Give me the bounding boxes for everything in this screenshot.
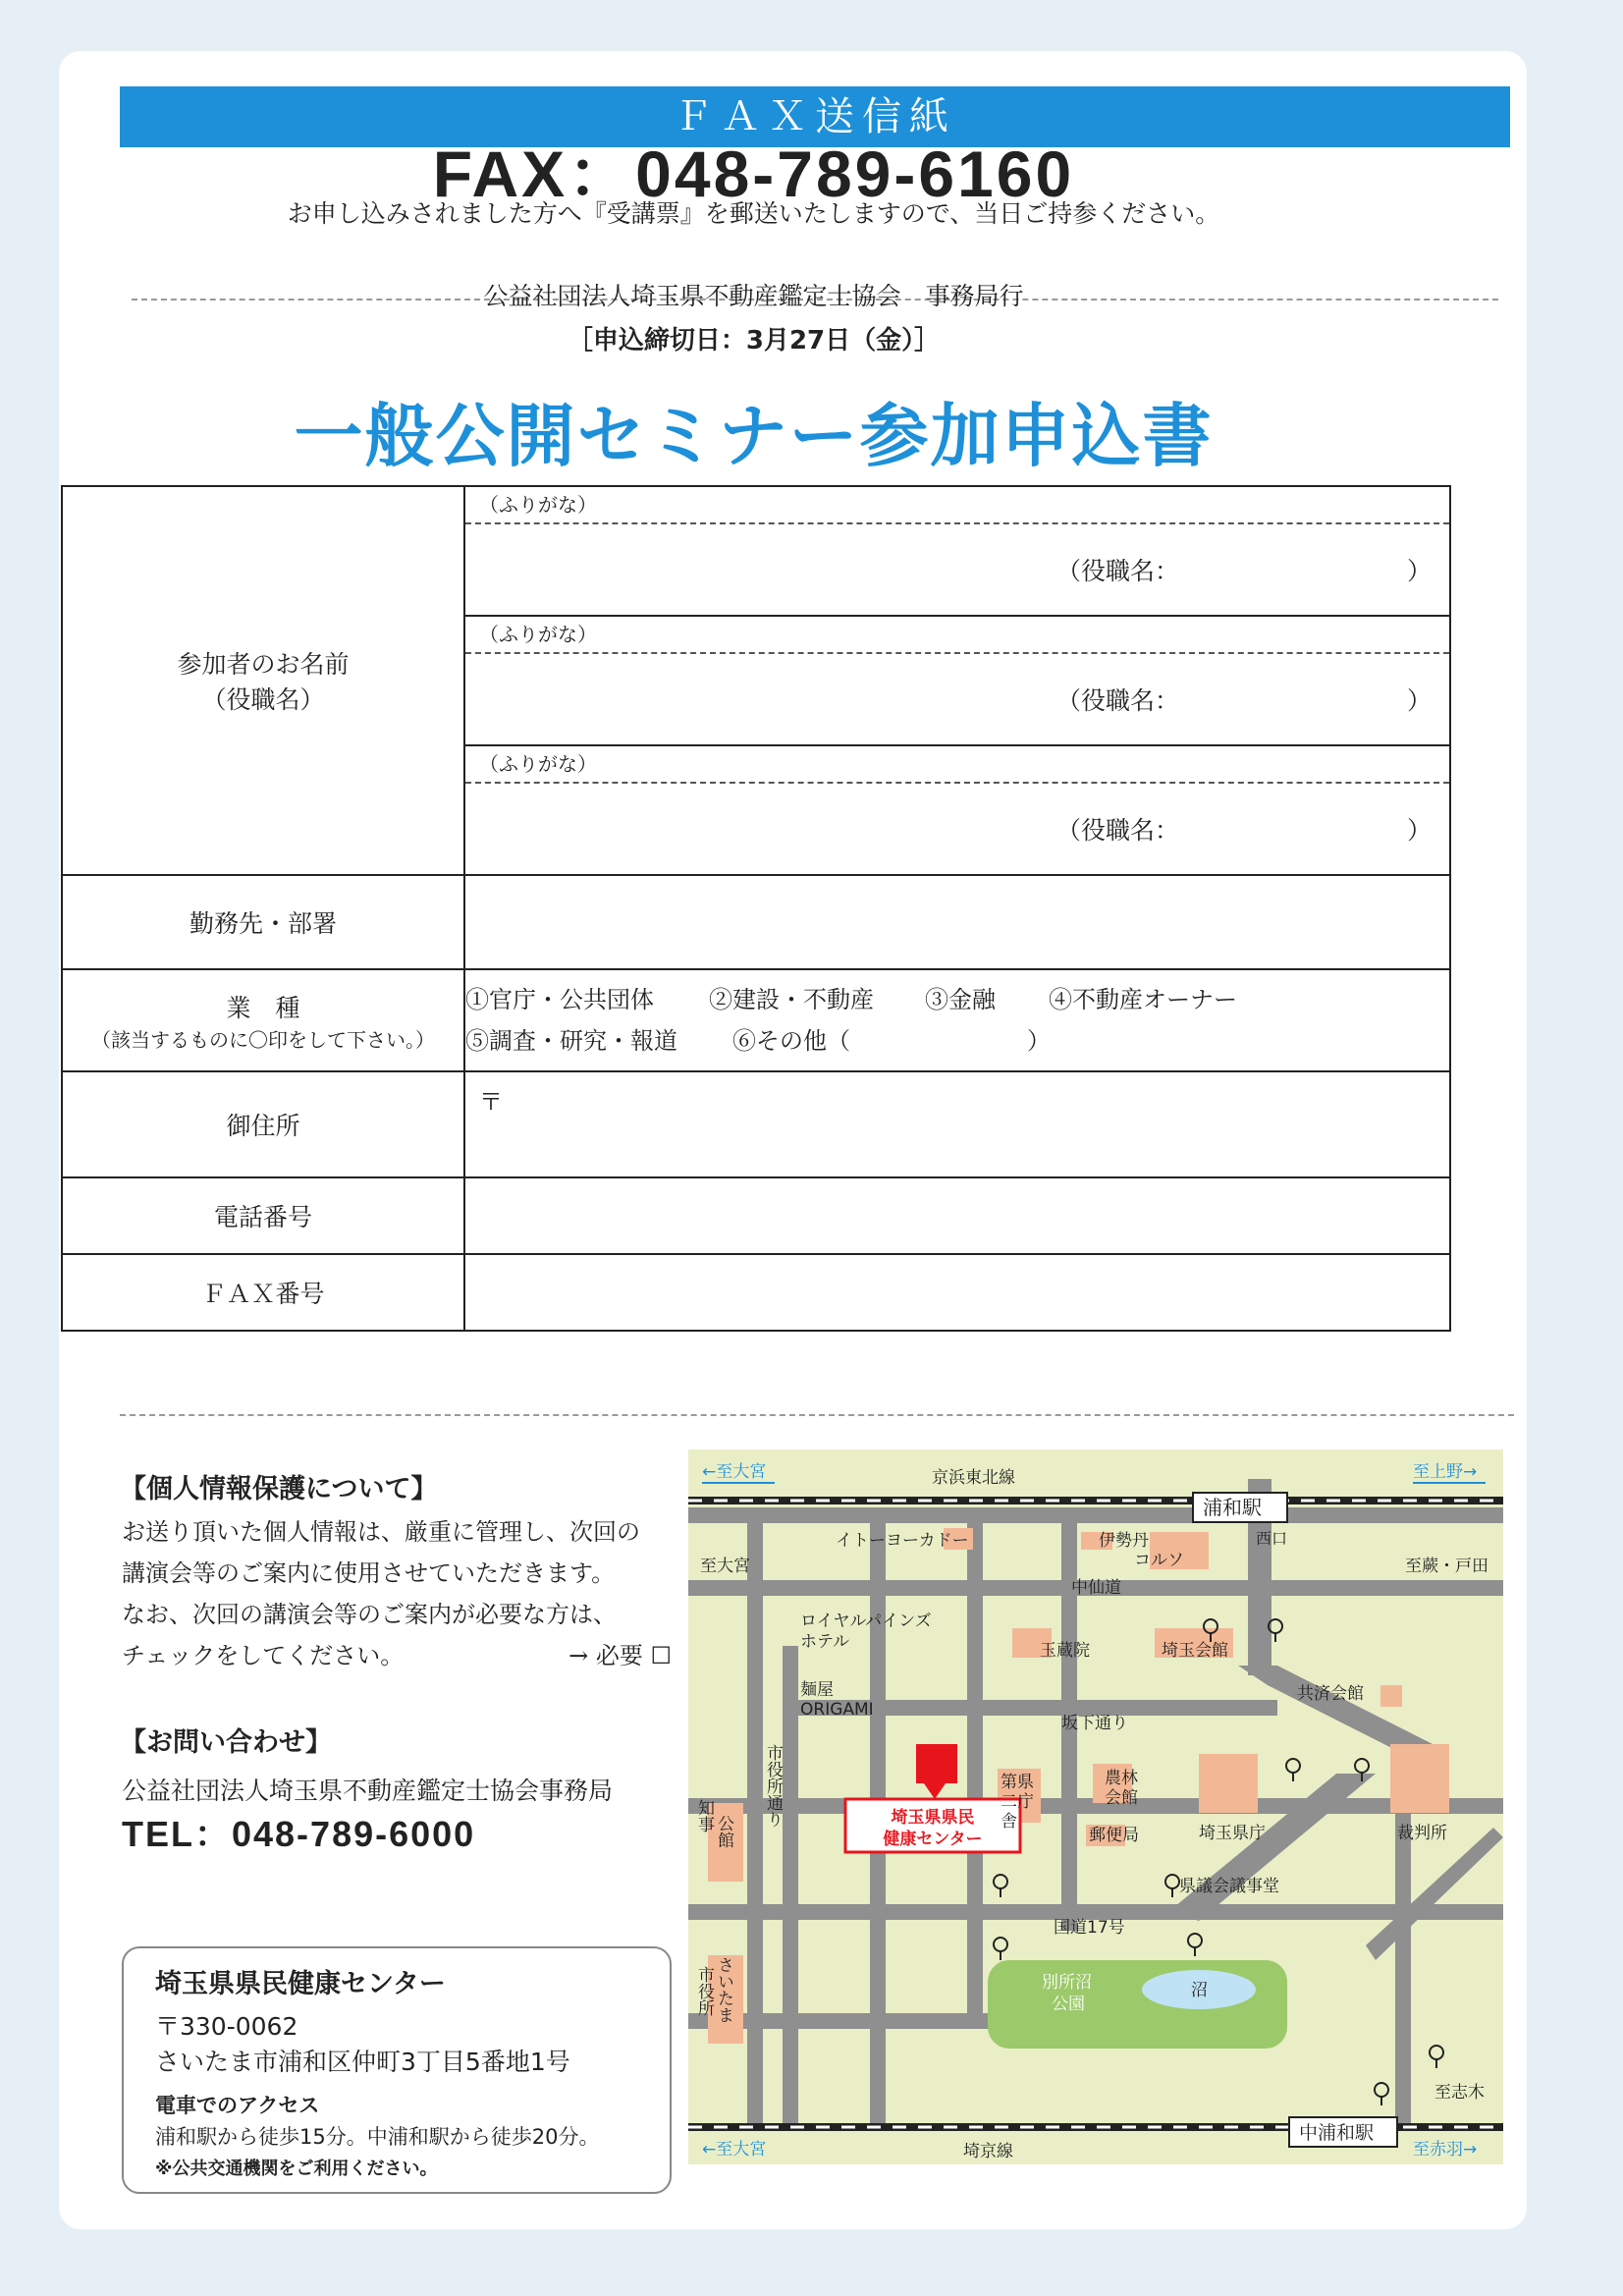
form-title: 一般公開セミナー参加申込書 — [294, 396, 1214, 476]
sakashita-label: 坂下通り — [1061, 1714, 1128, 1733]
divider-bottom — [120, 1414, 1514, 1416]
venue-address: さいたま市浦和区仲町3丁目5番地1号 — [155, 2048, 570, 2076]
venue-name: 埼玉県県民健康センター — [155, 1969, 446, 1999]
phone-label: 電話番号 — [62, 1177, 464, 1254]
keihin-line-label: 京浜東北線 — [932, 1468, 1015, 1488]
contact-org: 公益社団法人埼玉県不動産鑑定士協会事務局 — [122, 1777, 614, 1805]
nishiguchi-label: 西口 — [1256, 1529, 1288, 1548]
gikai-label: 県議会議事堂 — [1179, 1877, 1279, 1896]
fax-label: ＦＡＸ番号 — [62, 1254, 464, 1331]
industry-option-2[interactable]: ②建設・不動産 — [709, 986, 874, 1013]
name-field[interactable] — [465, 524, 1449, 615]
industry-other-close: ） — [1027, 1027, 1051, 1055]
dai2-label-2: 二庁 — [1001, 1792, 1034, 1812]
address-label: 御住所 — [62, 1071, 464, 1177]
menya-label-2: ORIGAMI — [800, 1700, 874, 1720]
industry-label-cell — [62, 969, 464, 1071]
phone-field[interactable] — [464, 1177, 1450, 1254]
bessho-label-1: 別所沼 — [1042, 1973, 1092, 1993]
privacy-heading: 【個人情報保護について】 — [120, 1474, 438, 1504]
venue-map-label-2: 健康センター — [883, 1830, 983, 1849]
route17-label: 国道17号 — [1054, 1918, 1125, 1938]
access-note: ※公共交通機関をご利用ください。 — [155, 2159, 438, 2179]
venue-map-label-1: 埼玉県県民 — [891, 1808, 975, 1828]
city-hall-label-2: 市役所 — [694, 1966, 714, 2016]
needed-checkbox[interactable]: → 必要 ☐ — [568, 1642, 672, 1669]
park — [988, 1960, 1287, 2049]
position-label: （役職名） — [201, 685, 325, 714]
privacy-line: なお、次回の講演会等のご案内が必要な方は、 — [122, 1601, 617, 1628]
to-omiya-bottom: ←至大宮 — [702, 2140, 767, 2159]
fax-number: FAX：048-789-6160 — [432, 137, 1075, 210]
to-shiki: 至志木 — [1434, 2083, 1485, 2103]
privacy-line: 講演会等のご案内に使用させていただきます。 — [122, 1559, 616, 1587]
isetan-label: 伊勢丹 — [1099, 1531, 1149, 1551]
to-akabane: 至赤羽→ — [1413, 2140, 1478, 2159]
privacy-line: チェックをしてください。 — [122, 1642, 405, 1669]
post-office-label: 郵便局 — [1089, 1826, 1139, 1845]
urawa-station-label: 浦和駅 — [1203, 1496, 1262, 1519]
workplace-label: 勤務先・部署 — [62, 875, 464, 969]
to-omiya-top: ←至大宮 — [702, 1462, 767, 1482]
royal-pines-label-1: ロイヤルパインズ — [800, 1612, 932, 1631]
venue-info-box — [122, 1946, 672, 2194]
participant-entries — [464, 486, 1450, 875]
saitama-kaikan-label: 埼玉会館 — [1162, 1641, 1228, 1661]
venue-postal: 〒330-0062 — [155, 2012, 298, 2041]
position-close: ） — [1406, 816, 1432, 845]
participant-entry-3[interactable] — [465, 744, 1449, 874]
to-ueno: 至上野→ — [1413, 1462, 1478, 1482]
notice-text: お申し込みされました方へ『受講票』を郵送いたしますので、当日ご持参ください。 — [287, 199, 1220, 228]
fax-field[interactable] — [464, 1254, 1450, 1331]
menya-label-1: 麺屋 — [800, 1680, 834, 1700]
kyosai-kaikan-label: 共済会館 — [1297, 1684, 1364, 1704]
shiyakusho-dori-label: 市役所通り — [763, 1744, 783, 1828]
address-field[interactable] — [464, 1071, 1450, 1177]
position-open: （役職名： — [1056, 557, 1180, 585]
position-close: ） — [1406, 557, 1432, 585]
deadline-text: ［申込締切日：3月27日（金）］ — [567, 326, 941, 355]
norin-label-1: 農林 — [1105, 1769, 1138, 1788]
name-label: 参加者のお名前 — [177, 650, 350, 679]
privacy-text — [122, 1511, 672, 1676]
participant-entry-1[interactable] — [465, 487, 1449, 615]
venue-building — [916, 1744, 957, 1783]
to-omiya-left: 至大宮 — [700, 1557, 750, 1576]
furigana-field[interactable]: （ふりがな） — [465, 617, 1449, 654]
name-field[interactable] — [465, 654, 1449, 744]
numa-label: 沼 — [1191, 1981, 1208, 2000]
contact-heading: 【お問い合わせ】 — [120, 1727, 332, 1758]
nakasendo-label: 中仙道 — [1071, 1578, 1121, 1598]
industry-option-1[interactable]: ①官庁・公共団体 — [465, 986, 654, 1013]
industry-option-6[interactable]: ⑥その他（ — [732, 1027, 850, 1055]
chiji-label-2: 公館 — [714, 1815, 733, 1848]
access-map — [688, 1449, 1503, 2164]
nakaurawa-label: 中浦和駅 — [1299, 2122, 1375, 2144]
industry-options — [464, 969, 1450, 1071]
participant-name-label — [62, 486, 464, 875]
industry-note: （該当するものに〇印をして下さい。） — [91, 1027, 435, 1052]
position-open: （役職名： — [1056, 816, 1180, 845]
industry-option-4[interactable]: ④不動産オーナー — [1049, 986, 1237, 1013]
application-form — [61, 485, 1451, 1332]
corso-label: コルソ — [1134, 1551, 1184, 1570]
position-open: （役職名： — [1056, 686, 1180, 715]
norin-label-2: 会館 — [1105, 1788, 1138, 1808]
chiji-label-1: 知事 — [694, 1799, 714, 1832]
ito-yokado-label: イトーヨーカドー — [836, 1531, 969, 1551]
dai2-label-1: 第県 — [1001, 1773, 1034, 1792]
access-text: 浦和駅から徒歩15分。中浦和駅から徒歩20分。 — [155, 2125, 600, 2149]
dai2-label-3: 舎 — [1001, 1812, 1017, 1831]
workplace-field[interactable] — [464, 875, 1450, 969]
position-close: ） — [1406, 686, 1432, 715]
access-heading: 電車でのアクセス — [155, 2094, 320, 2117]
gyokuzoin-label: 玉蔵院 — [1040, 1641, 1090, 1661]
furigana-field[interactable]: （ふりがな） — [465, 746, 1449, 784]
court-label: 裁判所 — [1397, 1824, 1447, 1843]
fax-banner: ＦＡＸ送信紙 — [120, 86, 1510, 147]
industry-option-3[interactable]: ③金融 — [925, 986, 996, 1013]
pref-office-label: 埼玉県庁 — [1199, 1824, 1266, 1843]
privacy-line: お送り頂いた個人情報は、厳重に管理し、次回の — [122, 1518, 640, 1546]
city-hall-label-1: さいたま — [714, 1956, 733, 2023]
industry-label: 業 種 — [226, 993, 300, 1022]
postal-mark: 〒 — [479, 1088, 503, 1116]
saikyo-line-label: 埼京線 — [963, 2142, 1013, 2161]
name-field[interactable] — [465, 784, 1449, 874]
royal-pines-label-2: ホテル — [800, 1632, 850, 1652]
bessho-label-2: 公園 — [1052, 1995, 1085, 2014]
to-warabi: 至蕨・戸田 — [1405, 1557, 1488, 1576]
contact-tel: TEL：048-789-6000 — [122, 1814, 476, 1854]
participant-entry-2[interactable] — [465, 615, 1449, 744]
industry-option-5[interactable]: ⑤調査・研究・報道 — [465, 1027, 677, 1055]
organizer-text: 公益社団法人埼玉県不動産鑑定士協会 事務局行 — [483, 282, 1024, 310]
rail-line-top — [688, 1497, 1503, 1504]
furigana-field[interactable]: （ふりがな） — [465, 487, 1449, 524]
